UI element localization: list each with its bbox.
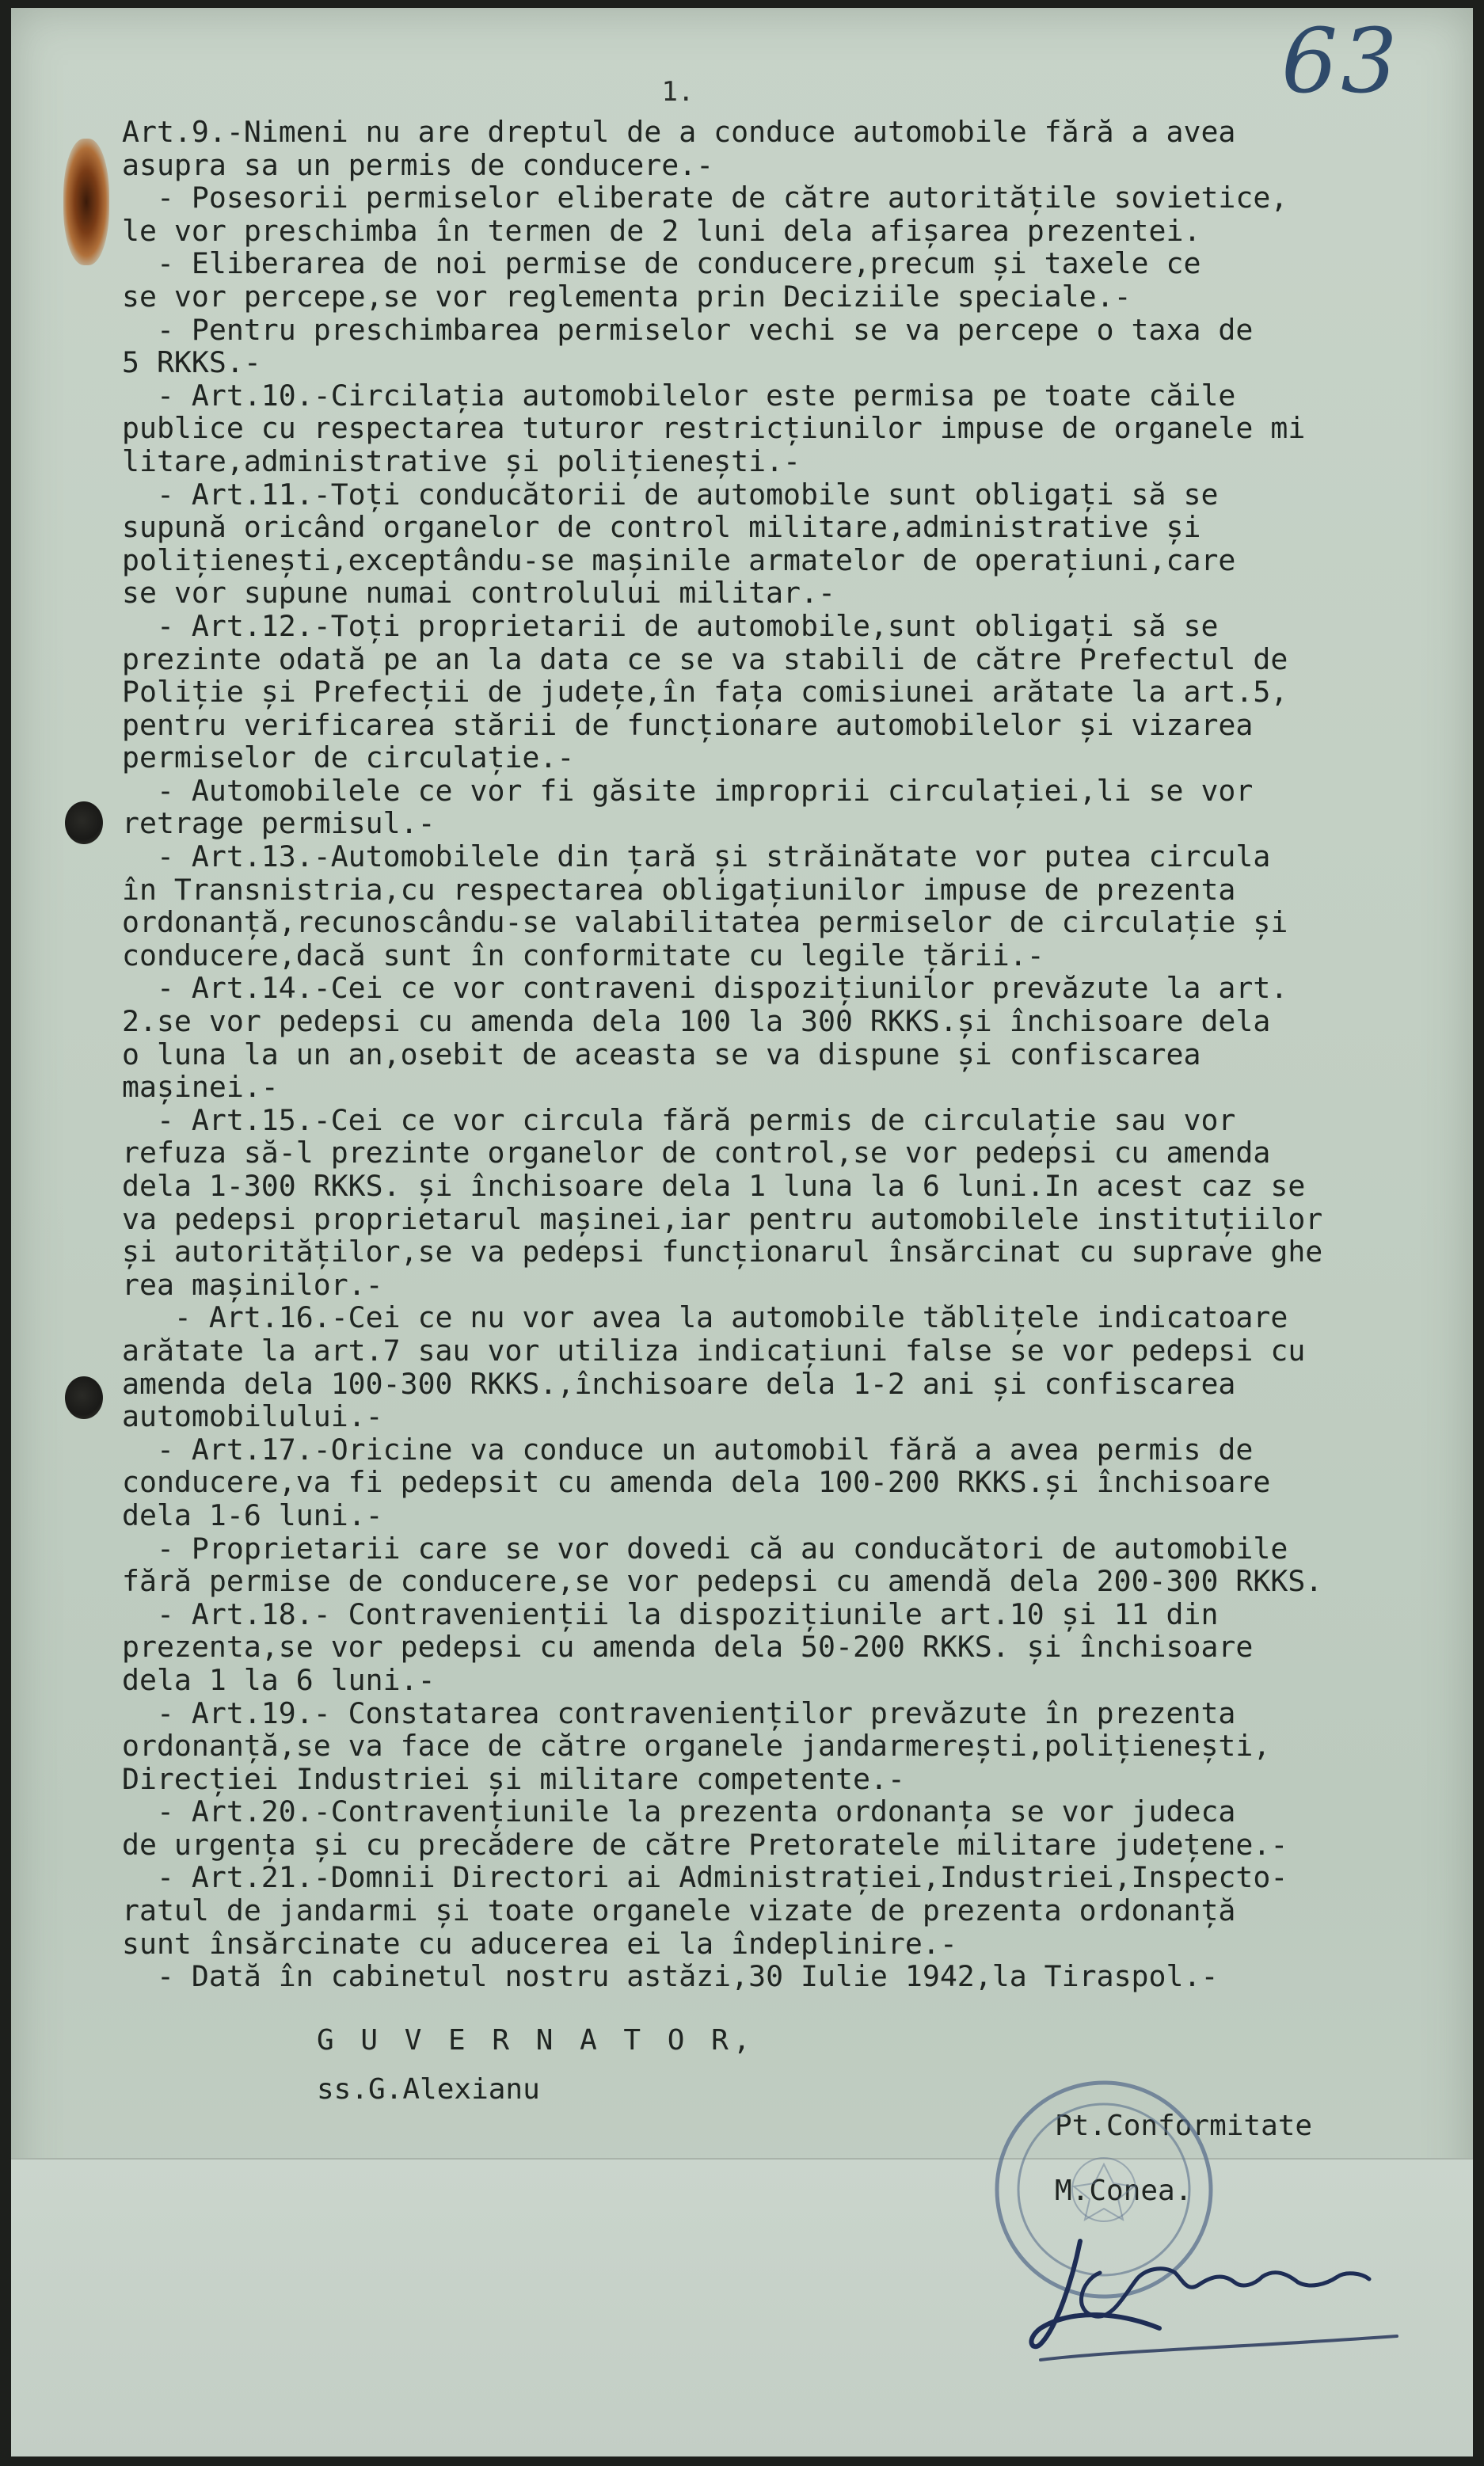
document-line: - Art.14.-Cei ce vor contraveni dispozițiunilor prevăzute la art. [122,971,1288,1006]
document-line: o luna la un an,osebit de aceasta se va dispune și confiscarea [122,1037,1201,1071]
document-line: - Art.11.-Toți conducătorii de automobile sunt obligați să se [122,477,1219,512]
document-line: - Art.20.-Contravențiunile la prezenta ordonanța se vor judeca [122,1794,1236,1829]
document-line: - Art.15.-Cei ce vor circula fără permis de circulație sau vor [122,1102,1236,1137]
document-line: supună oricând organelor de control militare,administrative și [122,510,1201,545]
document-line: mașinei.- [122,1070,279,1105]
document-line: - Art.13.-Automobilele din țară și străinătate vor putea circula [122,839,1271,874]
document-line: amenda dela 100-300 RKKS.,închisoare dela 1-2 ani și confiscarea [122,1366,1236,1401]
document-line: va pedepsi proprietarul mașinei,iar pentru automobilele instituțiilor [122,1201,1323,1236]
document-line: - Pentru preschimbarea permiselor vechi se va percepe o taxa de [122,312,1254,347]
document-line: pentru verificarea stării de funcționare automobilelor și vizarea [122,707,1254,742]
conformity-name: M.Conea. [1055,2175,1193,2207]
document-body [122,116,1473,1993]
document-line: se vor percepe,se vor reglementa prin Deciziile speciale.- [122,279,1132,314]
document-line: - Art.21.-Domnii Directori ai Administrației,Industriei,Inspecto- [122,1860,1288,1895]
rust-stain [63,139,109,265]
document-line: permiselor de circulație.- [122,740,575,775]
document-line: conducere,va fi pedepsit cu amenda dela 100-200 RKKS.și închisoare [122,1465,1271,1500]
document-line: 5 RKKS.- [122,345,261,380]
document-line: prezinte odată pe an la data ce se va stabili de către Prefectul de [122,641,1288,676]
document-line: asupra sa un permis de conducere.- [122,147,714,182]
punch-hole-lower [65,1376,103,1419]
document-line: în Transnistria,cu respectarea obligațiunilor impuse de prezenta [122,872,1236,907]
document-line: publice cu respectarea tuturor restricțiunilor impuse de organele mi [122,411,1306,446]
document-line: Poliție și Prefecții de județe,în fața comisiunei arătate la art.5, [122,675,1288,710]
document-line: - Art.19.- Constatarea contravenienților prevăzute în prezenta [122,1695,1236,1730]
document-line: - Automobilele ce vor fi găsite improprii circulației,li se vor [122,773,1254,808]
document-line: retrage permisul.- [122,806,436,841]
document-line: arătate la art.7 sau vor utiliza indicațiuni false se vor pedepsi cu [122,1333,1306,1368]
document-line: și autorităților,se va pedepsi funcționarul însărcinat cu suprave ghe [122,1235,1323,1269]
document-line: 2.se vor pedepsi cu amenda dela 100 la 300 RKKS.și închisoare dela [122,1004,1271,1039]
page-mark: 1. [661,76,694,108]
document-line: dela 1-300 RKKS. și închisoare dela 1 luna la 6 luni.In acest caz se [122,1169,1306,1203]
document-line: dela 1-6 luni.- [122,1497,383,1532]
governor-title: G U V E R N A T O R, [317,2024,755,2057]
document-line: - Proprietarii care se vor dovedi că au conducători de automobile [122,1531,1288,1566]
document-line: ordonanță,recunoscându-se valabilitatea permiselor de circulație și [122,905,1288,940]
document-line: le vor preschimba în termen de 2 luni dela afișarea prezentei. [122,213,1201,248]
document-line: dela 1 la 6 luni.- [122,1662,436,1697]
document-line: litare,administrative și polițienești.- [122,443,801,478]
document-line: - Posesorii permiselor eliberate de către autoritățile sovietice, [122,181,1288,215]
document-line: ordonanță,se va face de către organele jandarmerești,polițienești, [122,1729,1271,1764]
document-line: Direcției Industriei și militare competente.- [122,1761,905,1796]
document-line: conducere,dacă sunt în conformitate cu legile țării.- [122,938,1045,972]
document-line: rea mașinilor.- [122,1267,383,1302]
document-line: prezenta,se vor pedepsi cu amenda dela 50-200 RKKS. și închisoare [122,1630,1254,1665]
document-page [11,8,1473,2456]
document-line: - Art.10.-Circilația automobilelor este permisa pe toate căile [122,378,1236,413]
handwritten-signature-icon [1025,2209,1405,2368]
document-line: Art.9.-Nimeni nu are dreptul de a conduce automobile fără a avea [122,115,1236,149]
document-line: fără permise de conducere,se vor pedepsi cu amendă dela 200-300 RKKS. [122,1564,1323,1599]
document-line: ratul de jandarmi și toate organele vizate de prezenta ordonanță [122,1893,1236,1928]
document-line: polițienești,exceptându-se mașinile armatelor de operațiuni,care [122,542,1236,577]
document-line: automobilului.- [122,1399,383,1434]
document-line: sunt însărcinate cu aducerea ei la îndeplinire.- [122,1926,957,1961]
document-line: - Dată în cabinetul nostru astăzi,30 Iulie 1942,la Tiraspol.- [122,1959,1219,1994]
conformity-label: Pt.Conformitate [1055,2110,1313,2142]
document-line: de urgența și cu precădere de către Pretoratele militare județene.- [122,1827,1288,1862]
document-line: - Art.18.- Contravenienții la dispozițiunile art.10 și 11 din [122,1596,1219,1631]
document-line: - Art.16.-Cei ce nu vor avea la automobile tăblițele indicatoare [122,1300,1288,1335]
document-line: refuza să-l prezinte organelor de control,se vor pedepsi cu amenda [122,1136,1271,1170]
punch-hole-upper [65,801,103,844]
document-line: se vor supune numai controlului militar.- [122,576,835,611]
document-line: - Art.12.-Toți proprietarii de automobile,sunt obligați să se [122,608,1219,643]
handwritten-page-number: 63 [1281,10,1401,113]
governor-name: ss.G.Alexianu [317,2073,540,2106]
document-line: - Eliberarea de noi permise de conducere,precum și taxele ce [122,246,1201,281]
document-line: - Art.17.-Oricine va conduce un automobil fără a avea permis de [122,1432,1254,1467]
